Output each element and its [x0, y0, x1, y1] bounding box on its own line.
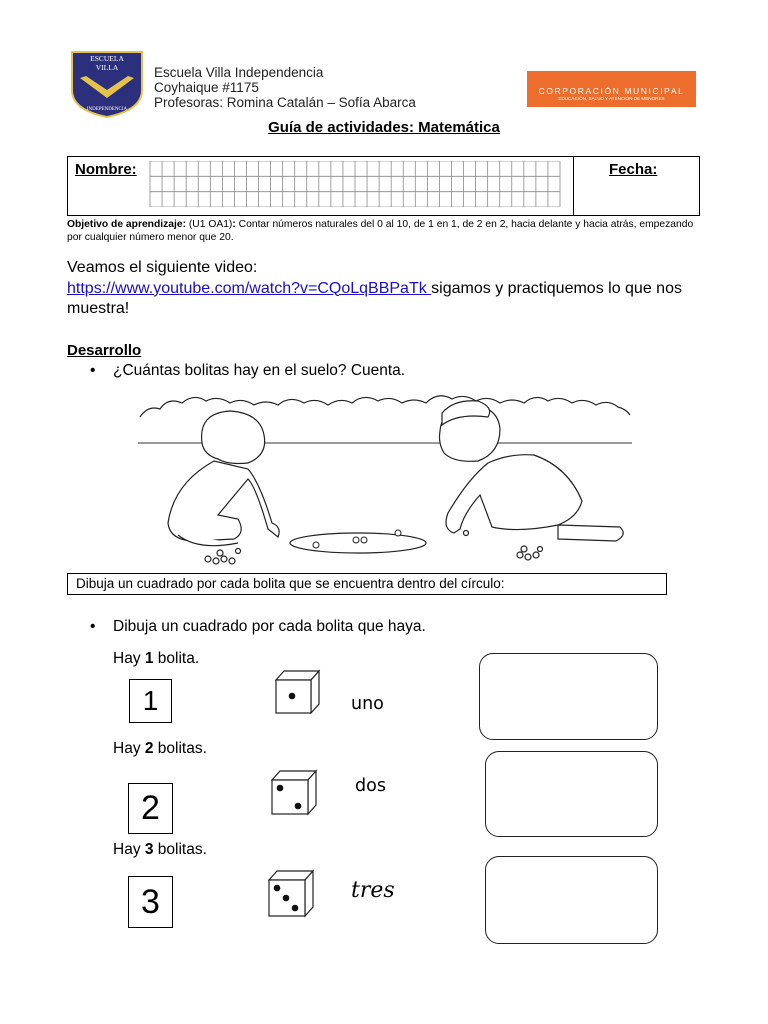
objective-colon: : — [232, 219, 236, 230]
corporation-logo — [527, 71, 696, 107]
exercise-3-word: tres — [351, 878, 395, 903]
objective-code: (U1 OA1) — [186, 219, 233, 230]
exercise-1-digit: 1 — [129, 679, 172, 723]
learning-objective — [67, 218, 707, 244]
exercise-2-digit: 2 — [128, 783, 173, 834]
video-intro: Veamos el siguiente video: — [67, 259, 258, 276]
corporation-logo-title: CORPORACIÓN MUNICIPAL — [538, 86, 685, 96]
die-one-icon — [274, 668, 322, 719]
logo-text-bottom: INDEPENDENCIA — [86, 107, 128, 112]
logo-text-mid: VILLA — [95, 63, 119, 72]
name-label: Nombre: — [75, 161, 137, 178]
name-writing-grid[interactable] — [149, 161, 561, 212]
teachers: Profesoras: Romina Catalán – Sofía Abarca — [154, 95, 416, 110]
video-paragraph — [67, 258, 717, 320]
exercise-3-drawing-box[interactable] — [485, 856, 658, 944]
question-text: ¿Cuántas bolitas hay en el suelo? Cuenta. — [113, 362, 406, 379]
objective-text: Contar números naturales del 0 al 10, de 1 en 1, de 2 en 2, hacia delante y hacia atrás, empezando por cualquier número menor que 20. — [67, 219, 694, 243]
school-city: Coyhaique #1175 — [154, 80, 259, 95]
video-link[interactable]: https://www.youtube.com/watch?v=CQoLqBBPaTk — [67, 279, 432, 297]
bullet-dot-icon: • — [90, 362, 96, 379]
school-logo — [68, 50, 146, 118]
page-title: Guía de actividades: Matemática — [268, 119, 500, 136]
exercise-2-word: dos — [355, 776, 386, 796]
exercise-3-digit: 3 — [128, 876, 173, 928]
die-two-icon — [270, 768, 318, 821]
die-three-icon — [267, 868, 315, 923]
logo-text-top: ESCUELA — [90, 54, 124, 63]
bullet-dot-icon: • — [90, 618, 96, 635]
children-marbles-illustration — [138, 383, 632, 573]
exercise-2-drawing-box[interactable] — [485, 751, 658, 837]
school-name: Escuela Villa Independencia — [154, 65, 324, 80]
corporation-logo-subtitle: EDUCACIÓN, SALUD Y ATENCIÓN DE MENORES — [558, 96, 665, 101]
exercise-2-label: Hay 2 bolitas. — [113, 740, 207, 757]
development-title: Desarrollo — [67, 342, 142, 359]
date-label: Fecha: — [609, 161, 658, 178]
exercise-1-word: uno — [351, 694, 384, 714]
exercise-1-label: Hay 1 bolita. — [113, 650, 200, 667]
instruction-text: Dibuja un cuadrado por cada bolita que haya. — [113, 618, 426, 635]
name-date-divider — [573, 156, 574, 216]
instruction-box: Dibuja un cuadrado por cada bolita que se encuentra dentro del círculo: — [67, 573, 667, 595]
exercise-3-label: Hay 3 bolitas. — [113, 841, 207, 858]
objective-label: Objetivo de aprendizaje: — [67, 219, 187, 230]
exercise-1-drawing-box[interactable] — [479, 653, 658, 740]
video-after: sigamos y practiquemos lo que nos muestra! — [67, 279, 682, 317]
